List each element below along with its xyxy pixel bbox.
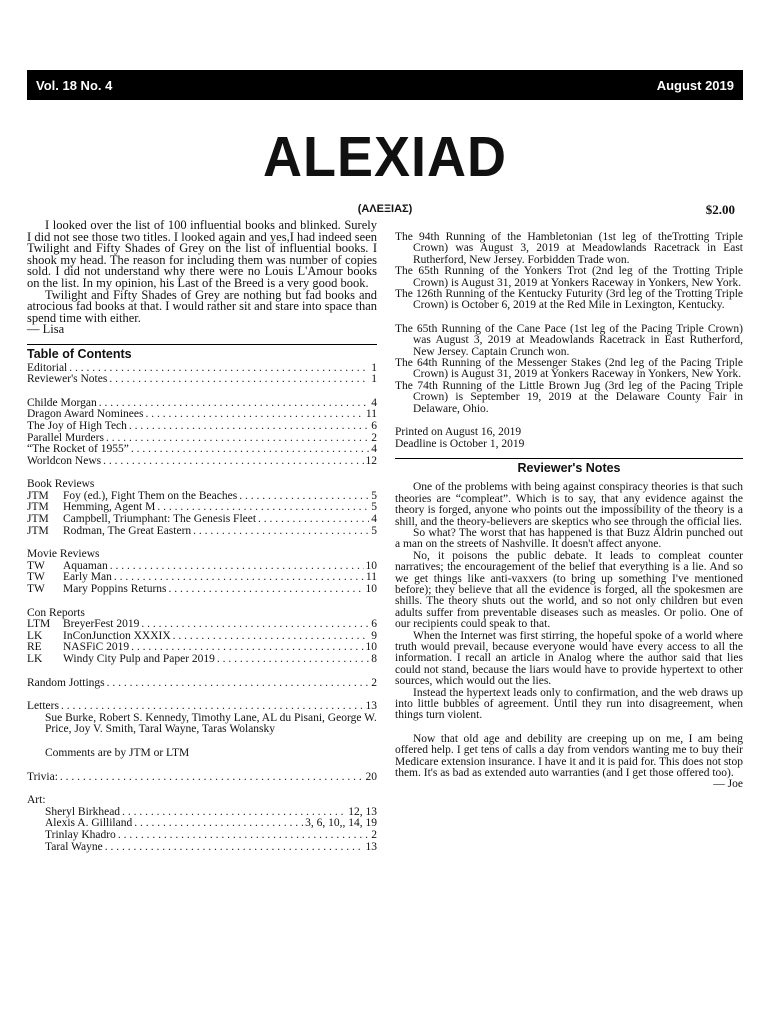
right-column [395,232,743,791]
toc-entry [27,842,377,854]
toc-entry-page: 2 [371,676,377,689]
reviewers-notes-heading: Reviewer's Notes [517,460,621,475]
toc-entry-initials: LK [27,629,43,642]
toc-entry-leader [134,818,303,830]
toc-entry-leader [103,456,363,468]
toc-entry [27,584,377,596]
toc-entry-page: 10 [365,641,377,654]
toc-entry-title: The Joy of High Tech [27,419,127,432]
movie-reviews-heading: Movie Reviews [27,548,100,561]
masthead-greek: (ΑΛΕΞΙΑΣ) [357,203,413,215]
toc-entry-page: 4 [371,396,377,409]
toc-entry-leader [107,678,370,690]
toc-entry [27,374,377,386]
toc-entry-page: 13 [365,700,377,713]
toc-entry-title: BreyerFest 2019 [63,618,140,631]
editorial-signature: — Lisa [27,322,65,337]
toc-entry-initials: JTM [27,513,49,526]
issue-date: August 2019 [656,78,734,93]
toc-entry-leader [109,374,369,386]
toc-entry-title: Childe Morgan [27,396,97,409]
deadline-text: Deadline is October 1, 2019 [395,437,525,450]
toc-entry-page: 4 [371,513,377,526]
toc-entry-initials: LK [27,653,43,665]
toc-entry-leader [169,584,364,596]
toc-entry-page: 5 [371,501,377,514]
toc-entry-leader [131,444,369,456]
toc-entry-page: 1 [371,361,377,374]
toc-entry-label [27,374,107,386]
toc-entry-leader [110,561,364,573]
toc-entry-page: 11 [365,571,377,584]
toc-entry-initials: LTM [27,618,51,631]
toc-entry [27,526,377,538]
table-of-contents [27,363,377,854]
toc-entry-label [27,772,58,784]
editorial-paragraph: I looked over the list of 100 influential books and blinked. Surely I did not see those two titles. I looked again and yes,I had indeed seen Twilight and Fifty Shades of Grey on the list of influential books. I shook my head. The reason for including them was number of copies sold. I did not understand why there were no Louis L'Amour books on the list. In my opinion, his Last of the Breed is a very good book. [27,218,377,290]
toc-entry-label [27,456,101,468]
toc-entry-page: 2 [371,828,377,841]
toc-entry-page: 4 [371,443,377,456]
toc-entry [27,678,377,690]
toc-entry-title: Random Jottings [27,676,105,689]
toc-entry-page: 6 [371,419,377,432]
reviewers-notes-paragraph: No, it poisons the public debate. It leads to compleat counter narratives; the encouragement of the belief that everything is a lie. And so we get things like anti-vaxxers (to bring up something I've mentioned before); they believe that all the evidence is forged, all the spokesmen are shills. The theory shuts out the world, and so not only children but even adults suffer from preventable diseases such as measles. Or polio. One of our recipients could speak to that. [395,549,743,631]
toc-entry-label [27,526,191,538]
toc-entry-title: Campbell, Triumphant: The Genesis Fleet [63,513,257,526]
toc-entry-page: 5 [371,489,377,502]
toc-heading: Table of Contents [27,346,132,361]
toc-entry [27,456,377,468]
divider [27,344,377,345]
race-entry: The 64th Running of the Messenger Stakes (2nd leg of the Pacing Triple Crown) is August 31, 2019 at Yonkers Raceway in Yonkers, New York. [395,357,743,381]
left-column [27,220,377,853]
reviewers-notes-paragraph: Now that old age and debility are creeping up on me, I am being offered help. I get tens of calls a day from vendors wanting me to buy their Medicare extension insurance. I have it and it is paid for. This does not stop them. It's as bad as extended auto warranties (and I get those offered too). [395,732,743,780]
toc-entry-title: NASFiC 2019 [63,641,130,654]
toc-entry-initials: TW [27,583,45,596]
reviewers-notes-paragraph: So what? The worst that has happened is that Buzz Aldrin punched out a man on the streets of Nashville. It doesn't affect anyone. [395,526,743,551]
toc-entry-page: 20 [365,770,377,783]
toc-entry-title: Mary Poppins Returns [63,583,167,596]
toc-entry-initials: JTM [27,489,49,502]
toc-entry [27,654,377,666]
toc-entry-leader [118,830,369,842]
reviewers-notes-paragraph: One of the problems with being against conspiracy theories is that such theories are “compleat”. Which is to say, that any evidence against the theory is forged, anyone who points out the impossibility of the theory is a shill, and the theory-believers are skeptics who see through the official lies. [395,481,743,528]
toc-entry-page: 6 [371,618,377,631]
toc-entry-leader [105,842,364,854]
toc-entry-page: 3, 6, 10,, 14, 19 [305,817,377,830]
comments-note: Comments are by JTM or LTM [45,746,190,759]
toc-entry-title: “The Rocket of 1955” [27,443,129,456]
toc-entry-leader [60,772,364,784]
toc-entry-title: Alexis A. Gilliland [45,817,133,830]
race-entry: The 94th Running of the Hambletonian (1st leg of theTrotting Triple Crown) was August 3, 2019 at Meadowlands Racetrack in East Rutherford, New Jersey. Forbidden Trade won. [395,231,743,266]
race-entry: The 65th Running of the Yonkers Trot (2nd leg of the Trotting Triple Crown) is August 31, 2019 at Yonkers Raceway in Yonkers, New York. [395,265,743,289]
toc-entry-title: Letters [27,700,59,713]
race-schedule [395,232,743,415]
toc-entry-leader [145,409,363,421]
masthead-title: ALEXIAD [262,125,507,189]
toc-entry-leader [173,631,370,643]
toc-entry-label [27,842,103,854]
volume-number: Vol. 18 No. 4 [36,78,113,93]
toc-entry-initials: JTM [27,501,49,514]
race-entry: The 126th Running of the Kentucky Futurity (3rd leg of the Trotting Triple Crown) is October 6, 2019 at the Red Mile in Lexington, Kentucky. [395,288,743,312]
toc-entry-title: Taral Wayne [45,840,103,853]
deadline [395,439,743,450]
reviewers-notes-paragraph: Instead the hypertext leads only to confirmation, and the web draws up into little bubbles of agreement. Until they run into disagreement, when things turn violent. [395,686,743,722]
toc-entry-title: Trivia: [27,770,58,783]
toc-entry-page: 2 [371,431,377,444]
toc-entry-title: Rodman, The Great Eastern [63,524,192,537]
toc-entry-title: Early Man [63,571,112,584]
toc-entry-leader [239,491,369,503]
reviewers-notes-signature: — Joe [713,778,743,791]
toc-entry-title: Sheryl Birkhead [45,805,121,818]
toc-entry-leader [129,421,369,433]
toc-entry [27,772,377,784]
toc-entry-title: Aquaman [63,559,108,572]
toc-entry-leader [106,433,369,445]
race-entry: The 74th Running of the Little Brown Jug (3rd leg of the Pacing Triple Crown) is September 19, 2019 at the Delaware County Fair in Delaware, Ohio. [395,379,743,415]
toc-entry-leader [217,654,369,666]
toc-entry-label [27,678,105,690]
toc-entry-title: Dragon Award Nominees [27,408,144,421]
toc-entry-label [27,654,215,666]
toc-entry-initials: TW [27,571,45,584]
issue-banner [27,70,743,100]
toc-entry-leader [69,363,369,375]
toc-entry-page: 8 [371,653,377,665]
toc-entry-label [27,584,167,596]
race-entry: The 65th Running of the Cane Pace (1st leg of the Pacing Triple Crown) was August 3, 2019 at Meadowlands Racetrack in East Rutherford, New Jersey. Captain Crunch won. [395,322,743,358]
toc-entry-title: Foy (ed.), Fight Them on the Beaches [63,489,238,502]
toc-entry-title: Worldcon News [27,454,102,467]
reviewers-notes-paragraph: When the Internet was first stirring, the hopeful spoke of a world where truth would prevail, because everyone would have every access to all the information. I recall an article in Analog where the author said that lies could not stand, because the liars would have to provide hypertext to other sources, which would out the lies. [395,629,743,688]
toc-entry-page: 5 [371,524,377,537]
toc-entry-page: 10 [365,559,377,572]
toc-entry-title: Editorial [27,361,68,374]
toc-entry-page: 9 [371,629,377,642]
toc-entry-title: Trinlay Khadro [45,828,116,841]
toc-entry-page: 1 [371,373,377,386]
toc-entry-title: Hemming, Agent M [63,501,156,514]
issue-price: $2.00 [705,202,735,217]
editorial-paragraph: Twilight and Fifty Shades of Grey are nothing but fad books and atrocious fad books at that. I would rather sit and stare into space than spend time with either. [27,287,377,325]
toc-entry-title: InConJunction XXXIX [63,629,171,642]
printed-date: Printed on August 16, 2019 [395,426,522,439]
toc-entry-page: 12, 13 [348,805,377,818]
toc-entry-leader [193,526,369,538]
art-heading: Art: [27,794,46,807]
toc-entry-leader [258,514,369,526]
toc-entry-title: Reviewer's Notes [27,373,108,386]
toc-entry-initials: JTM [27,524,49,537]
toc-entry-page: 10 [365,583,377,596]
toc-entry-page: 11 [365,408,377,421]
toc-entry-leader [141,619,369,631]
toc-entry-title: Parallel Murders [27,431,104,444]
toc-entry-page: 12 [365,454,377,467]
toc-entry-title: Windy City Pulp and Paper 2019 [63,653,215,665]
book-reviews-heading: Book Reviews [27,478,95,491]
toc-entry-initials: TW [27,559,45,572]
con-reports-heading: Con Reports [27,606,85,619]
toc-entry-page: 13 [365,840,377,853]
toc-entry-initials: RE [27,641,42,654]
letters-names: Sue Burke, Robert S. Kennedy, Timothy Lane, AL du Pisani, George W. Price, Joy V. Smith, Taral Wayne, Taras Wolansky [45,711,377,736]
divider [395,458,743,459]
